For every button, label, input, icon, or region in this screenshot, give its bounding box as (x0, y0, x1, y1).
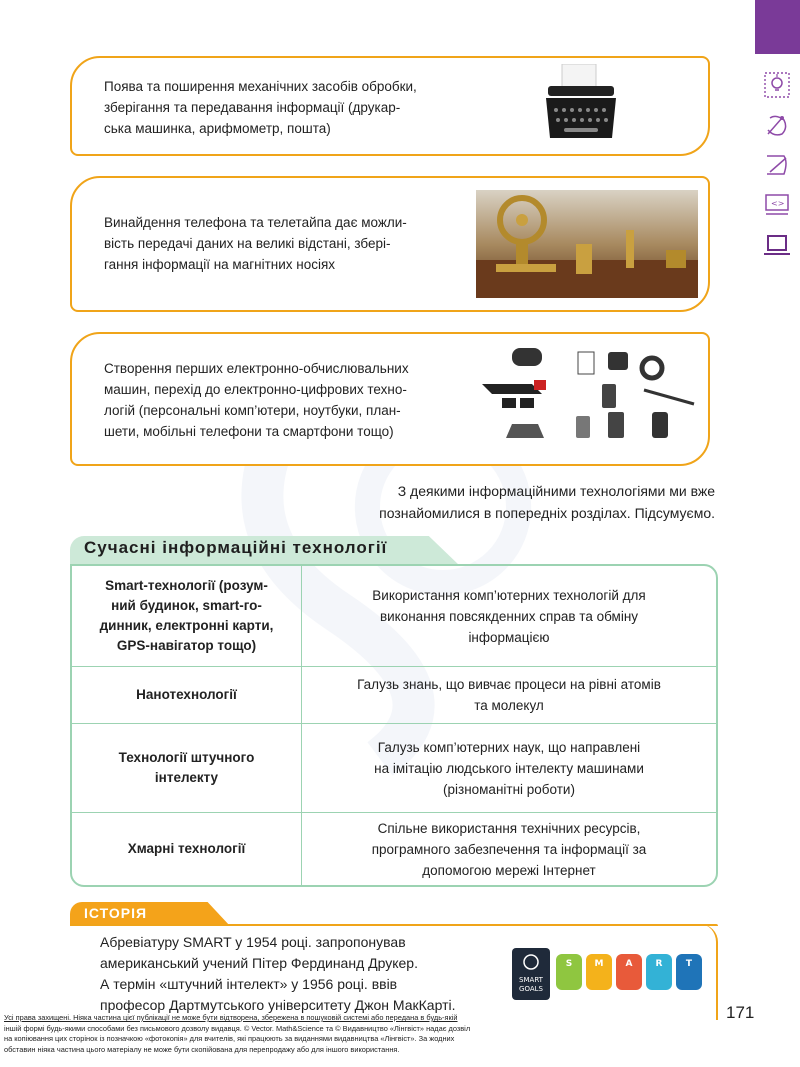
desc-line: (різноманітні роботи) (443, 781, 575, 797)
timeline-text-line: логій (персональні комп’ютери, ноутбуки, план- (104, 403, 401, 418)
desc-line: Галузь комп’ютерних наук, що направлені (377, 739, 641, 755)
timeline-text-line: ська машинка, арифмометр, пошта) (104, 121, 331, 136)
table-row (72, 812, 716, 885)
timeline-box-telephone (70, 176, 710, 312)
technology-name (72, 724, 302, 812)
smart-letter: R (655, 959, 663, 969)
footer-line: іншій формі будь-якими способами без письмового дозволу видавця. © Vector. Math&Science та © Видавництво «Лінгвіст» надає дозвіл (4, 1023, 471, 1033)
timeline-text-line: зберігання та передавання інформації (друкар- (104, 100, 401, 115)
smart-letter: M (594, 959, 604, 969)
desc-line: допомогою мережі Інтернет (422, 862, 596, 878)
devices-illustration (472, 342, 702, 460)
name-line: GPS-навігатор тощо) (116, 638, 257, 653)
footer-line: на копіювання цих сторінок із позначкою «фотокопія» для вчителів, які працюють за виданнями видавництва «Лінгвіст». За жодних (4, 1034, 455, 1043)
timeline-text-line: гання інформації на магнітних носіях (104, 257, 336, 272)
name-line: ний будинок, smart-го- (111, 598, 262, 613)
technology-name (72, 566, 302, 666)
history-line: професор Дартмутського університету Джон МакКарті. (100, 997, 456, 1013)
page-number: 171 (726, 1003, 755, 1022)
smart-letter: T (685, 959, 693, 969)
technology-name (72, 667, 302, 723)
table-row (72, 723, 716, 812)
name-line: Технології штучного (118, 750, 255, 765)
desc-line: Галузь знань, що вивчає процеси на рівні атомів (357, 677, 661, 692)
footer-line: Усі права захищені. Ніяка частина цієї публікації не може бути відтворена, збережена в пошуковій системі або передана в будь-якій (4, 1013, 458, 1022)
copyright-footer (4, 1013, 744, 1055)
intro-line: З деякими інформаційними технологіями ми вже (397, 483, 715, 499)
name-line: Smart-технології (розум- (105, 578, 268, 593)
table-row (72, 566, 716, 666)
desc-line: Спільне використання технічних ресурсів, (377, 820, 641, 836)
modern-technologies-table (70, 564, 718, 887)
chapter-tab[interactable] (755, 0, 800, 54)
desc-line: Використання комп’ютерних технологій для (372, 587, 646, 603)
timeline-box-mechanical (70, 56, 710, 156)
desc-line: та молекул (474, 698, 544, 713)
pencil-icon[interactable] (762, 150, 792, 180)
desc-line: інформацією (468, 629, 550, 645)
desc-line: виконання повсякденних справ та обміну (379, 608, 639, 624)
intro-paragraph (275, 480, 715, 524)
timeline-text-line: вість передачі даних на великі відстані, збері- (104, 236, 391, 251)
name-line: динник, електронні карти, (99, 618, 274, 633)
technology-name (72, 813, 302, 885)
timeline-text-line: шети, мобільні телефони та смартфони тощо) (104, 424, 394, 439)
name-line: інтелекту (154, 770, 219, 785)
name-line: Хмарні технології (127, 841, 246, 856)
svg-text:<>: <> (771, 199, 785, 208)
timeline-text-line: машин, перехід до електронно-цифрових техно- (104, 382, 407, 397)
telegraph-photo (476, 190, 698, 298)
smart-letter: S (565, 959, 573, 969)
footer-line: обставин ніяка частина цього матеріалу не може бути скопійована для перепродажу або для іншого використання. (4, 1044, 400, 1054)
code-screen-icon[interactable] (762, 190, 792, 220)
lightbulb-icon[interactable] (762, 70, 792, 100)
table-title: Сучасні інформаційні технології (84, 538, 388, 557)
desc-line: на імітацію людського інтелекту машинами (374, 760, 644, 776)
smart-logo-line: GOALS (519, 985, 543, 993)
table-row (72, 666, 716, 723)
technology-description (302, 724, 716, 812)
history-line: Абревіатуру SMART у 1954 році. запропонував (100, 934, 406, 950)
technology-description (302, 667, 716, 723)
technology-description (302, 813, 716, 885)
timeline-text-line: Поява та поширення механічних засобів обробки, (104, 79, 417, 94)
typewriter-photo (542, 64, 620, 144)
timeline-text-line: Винайдення телефона та телетайпа дає можли- (104, 215, 407, 230)
history-title: ІСТОРІЯ (84, 905, 148, 921)
name-line: Нанотехнології (136, 687, 237, 702)
smart-goals-logo (512, 946, 707, 1006)
history-line: А термін «штучний інтелект» у 1956 році. ввів (100, 976, 398, 992)
smart-letter: A (625, 959, 633, 969)
history-line: американський учений Пітер Фердинанд Друкер. (100, 955, 418, 971)
puzzle-icon[interactable] (762, 110, 792, 140)
technology-description (302, 566, 716, 666)
timeline-box-electronic (70, 332, 710, 466)
laptop-icon[interactable] (762, 230, 792, 260)
intro-line: познайомилися в попередніх розділах. Підсумуємо. (379, 505, 715, 521)
timeline-text-line: Створення перших електронно-обчислювальних (104, 361, 409, 376)
history-text (100, 932, 520, 1016)
desc-line: програмного забезпечення та інформації за (371, 841, 647, 857)
smart-logo-line: SMART (519, 976, 543, 984)
